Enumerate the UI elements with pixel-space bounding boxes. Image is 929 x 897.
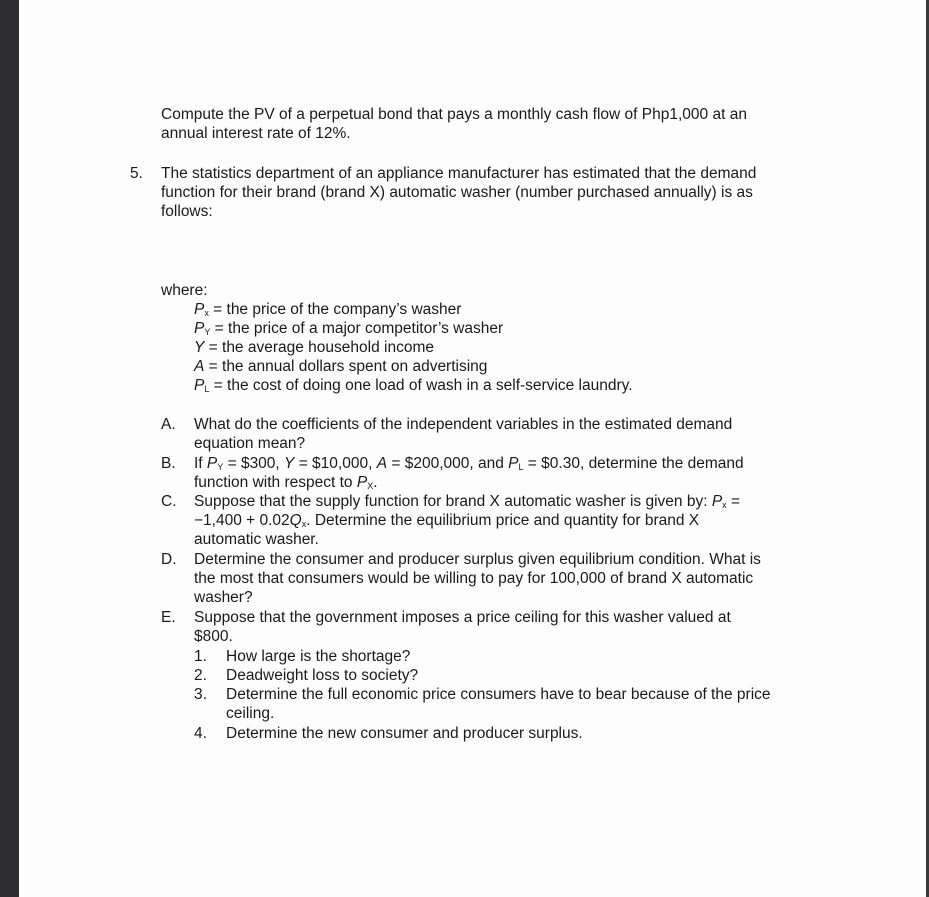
document-page bbox=[19, 0, 926, 897]
part-a-line-2: equation mean? bbox=[194, 435, 306, 452]
definition-a: A = the annual dollars spent on advertising bbox=[194, 358, 488, 375]
definition-py: $P_Y$ = the price of a major competitor’s washer bbox=[194, 320, 504, 337]
part-d-letter: D. bbox=[161, 551, 177, 568]
part-d-line-2: the most that consumers would be willing to pay for 100,000 of brand X automatic bbox=[194, 570, 754, 587]
question-5-line-2: function for their brand (brand X) automatic washer (number purchased annually) is as bbox=[161, 184, 753, 201]
definition-pl: $P_L$ = the cost of doing one load of wash in a self-service laundry. bbox=[194, 377, 633, 394]
part-e-sub-1-text: How large is the shortage? bbox=[226, 648, 411, 665]
part-e-sub-2-number: 2. bbox=[194, 667, 207, 684]
part-e-sub-2-text: Deadweight loss to society? bbox=[226, 667, 419, 684]
part-c-line-3: automatic washer. bbox=[194, 531, 319, 548]
part-e-letter: E. bbox=[161, 609, 176, 626]
part-e-sub-3-text: Determine the full economic price consumers have to bear because of the price bbox=[226, 686, 771, 703]
part-d-line-1: Determine the consumer and producer surplus given equilibrium condition. What is bbox=[194, 551, 761, 568]
definition-y: Y = the average household income bbox=[194, 339, 434, 356]
part-e-line-2: $800. bbox=[194, 628, 233, 645]
definition-px: $P_x$ = the price of the company’s washer bbox=[194, 301, 462, 318]
intro-line-2: annual interest rate of 12%. bbox=[161, 125, 351, 142]
question-5-number: 5. bbox=[130, 165, 143, 182]
part-c-line-1: Suppose that the supply function for brand X automatic washer is given by: $P_x$ = bbox=[194, 493, 741, 510]
part-b-line-1: If $P_Y$ = $300, Y = $10,000, A = $200,000, and $P_L$ = $0.30, determine the demand bbox=[194, 455, 744, 472]
part-c-letter: C. bbox=[161, 493, 177, 510]
part-e-sub-1-number: 1. bbox=[194, 648, 207, 665]
part-b-letter: B. bbox=[161, 455, 176, 472]
part-a-letter: A. bbox=[161, 416, 176, 433]
where-label: where: bbox=[161, 282, 208, 299]
part-e-line-1: Suppose that the government imposes a price ceiling for this washer valued at bbox=[194, 609, 731, 626]
part-e-sub-4-number: 4. bbox=[194, 725, 207, 742]
part-c-line-2: $-1,400 + 0.02Q_x$. Determine the equilibrium price and quantity for brand X bbox=[194, 512, 700, 529]
part-e-sub-3-number: 3. bbox=[194, 686, 207, 703]
part-e-sub-4-text: Determine the new consumer and producer surplus. bbox=[226, 725, 583, 742]
question-5-line-1: The statistics department of an appliance manufacturer has estimated that the demand bbox=[161, 165, 757, 182]
part-b-line-2: function with respect to $P_X$. bbox=[194, 474, 378, 491]
part-d-line-3: washer? bbox=[194, 589, 253, 606]
intro-line-1: Compute the PV of a perpetual bond that pays a monthly cash flow of Php1,000 at an bbox=[161, 106, 747, 123]
question-5-line-3: follows: bbox=[161, 203, 213, 220]
part-a-line-1: What do the coefficients of the independent variables in the estimated demand bbox=[194, 416, 733, 433]
part-e-sub-3-text-2: ceiling. bbox=[226, 705, 275, 722]
left-dark-border bbox=[0, 0, 19, 897]
